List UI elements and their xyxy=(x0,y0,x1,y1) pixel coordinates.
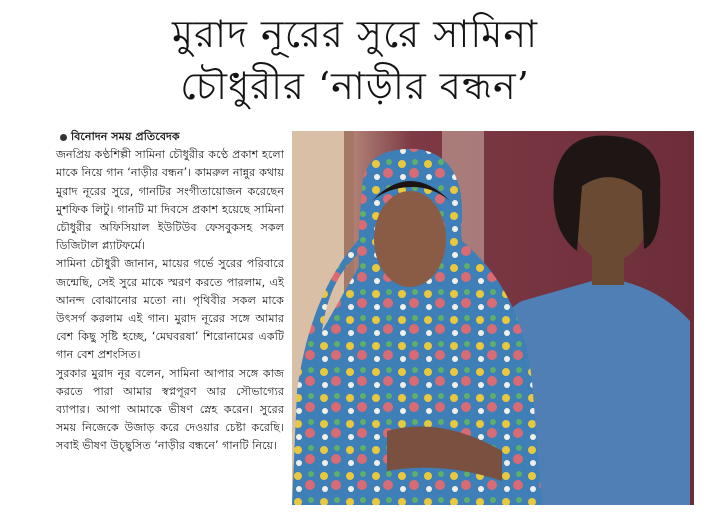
bullet-icon xyxy=(60,134,67,141)
article-paragraph-1: জনপ্রিয় কণ্ঠশিল্পী সামিনা চৌধুরীর কণ্ঠে প্রকাশ হলো মাকে নিয়ে গান ‘নাড়ীর বন্ধন’। কামরুল নান্নুর কথায় মুরাদ নূরের সুরে, গানটির সংগীতায়োজন করেছেন মুশফিক লিটু। গানটি মা দিবসে প্রকাশ হয়েছে সামিনা চৌধুরীর অফিসিয়াল ইউটিউব ফেসবুকসহ সকল ডিজিটাল প্ল্যাটফর্মে। xyxy=(56,148,284,253)
article-paragraph-2: সামিনা চৌধুরী জানান, মায়ের গর্ভে সুরের পরিবারে জন্মেছি, সেই সুরে মাকে স্মরণ করতে পারলাম, এই আনন্দ বোঝানোর মতো না। পৃথিবীর সকল মাকে উৎসর্গ করলাম এই গান। মুরাদ নূরের সঙ্গে আমার বেশ কিছু সৃষ্টি হচ্ছে, ‘মেঘবরষা’ শিরোনামের একটি গান বেশ প্রশংসিত। xyxy=(56,257,284,362)
headline-line-1: মুরাদ নূরের সুরে সামিনা xyxy=(171,12,539,56)
news-photo xyxy=(292,131,694,505)
byline-text: বিনোদন সময় প্রতিবেদক xyxy=(71,130,180,143)
byline xyxy=(60,128,284,146)
photo-illustration xyxy=(292,131,694,505)
article-body xyxy=(56,128,284,508)
headline xyxy=(0,8,710,112)
article-paragraph-3: সুরকার মুরাদ নূর বলেন, সামিনা আপার সঙ্গে কাজ করতে পারা আমার স্বপ্নপূরণ আর সৌভাগ্যের ব্যাপার। আপা আমাকে ভীষণ স্নেহ করেন। সুরের সময় নিজেকে উজাড় করে দেওয়ার চেষ্টা করেছি। সবাই ভীষণ উচ্ছ্বসিত ‘নাড়ীর বন্ধনে’ গানটি নিয়ে। xyxy=(56,366,284,453)
headline-line-2: চৌধুরীর ‘নাড়ীর বন্ধন’ xyxy=(180,64,530,108)
